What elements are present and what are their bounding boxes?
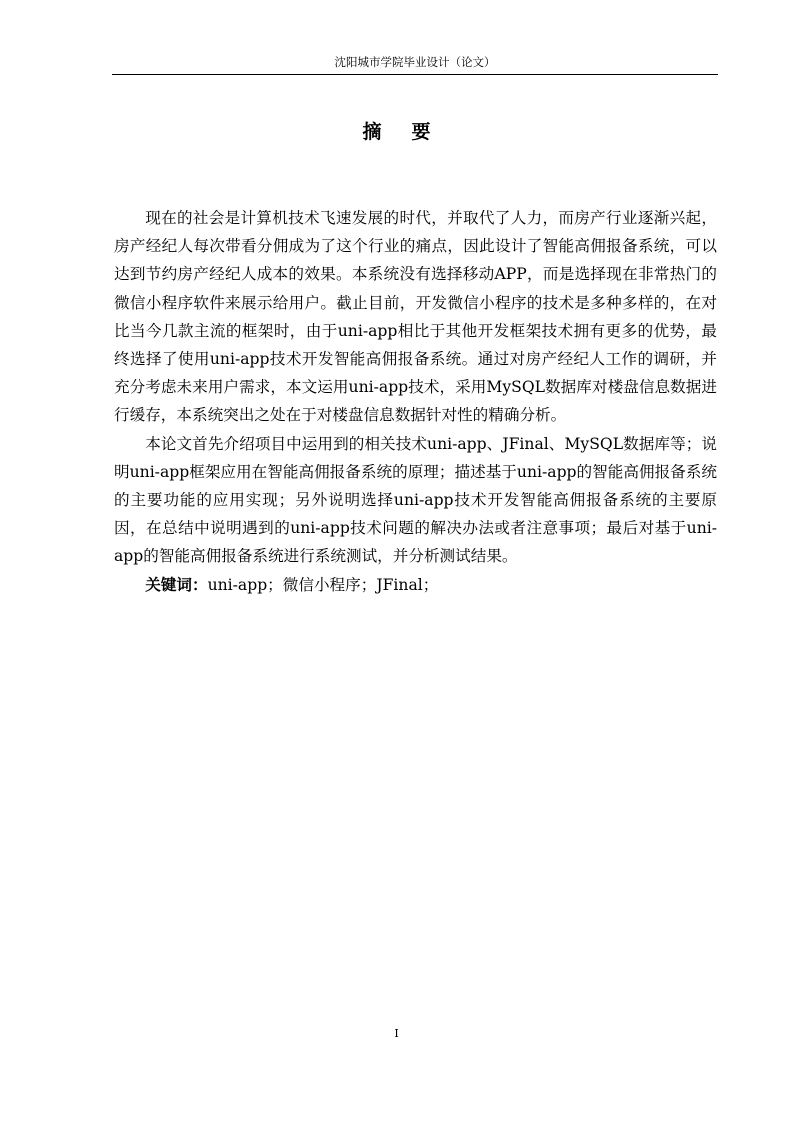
abstract-paragraph-2: 本论文首先介绍项目中运用到的相关技术uni-app、JFinal、MySQL数据库等；说明uni-app框架应用在智能高佣报备系统的原理；描述基于uni-app的智能高佣报备系统的主要功能的应用实现；另外说明选择uni-app技术开发智能高佣报备系统的主要原因，在总结中说明遇到的uni-app技术问题的解决办法或者注意事项；最后对基于uni-app的智能高佣报备系统进行系统测试，并分析测试结果。 [114, 434, 717, 566]
page-number: I [394, 1027, 399, 1040]
abstract-body [114, 204, 717, 599]
running-header: 沈阳城市学院毕业设计（论文） [112, 52, 718, 75]
keywords-label: 关键词： [145, 575, 208, 594]
abstract-paragraph-1: 现在的社会是计算机技术飞速发展的时代，并取代了人力，而房产行业逐渐兴起，房产经纪人每次带看分佣成为了这个行业的痛点，因此设计了智能高佣报备系统，可以达到节约房产经纪人成本的效果。本系统没有选择移动APP，而是选择现在非常热门的微信小程序软件来展示给用户。截止目前，开发微信小程序的技术是多种多样的，在对比当今几款主流的框架时，由于uni-app相比于其他开发框架技术拥有更多的优势，最终选择了使用uni-app技术开发智能高佣报备系统。通过对房产经纪人工作的调研，并充分考虑未来用户需求，本文运用uni-app技术，采用MySQL数据库对楼盘信息数据进行缓存，本系统突出之处在于对楼盘信息数据针对性的精确分析。 [114, 209, 717, 425]
abstract-title: 摘要 [362, 121, 461, 143]
keywords-line [114, 571, 717, 599]
keywords-value: uni-app；微信小程序；JFinal； [207, 575, 439, 594]
